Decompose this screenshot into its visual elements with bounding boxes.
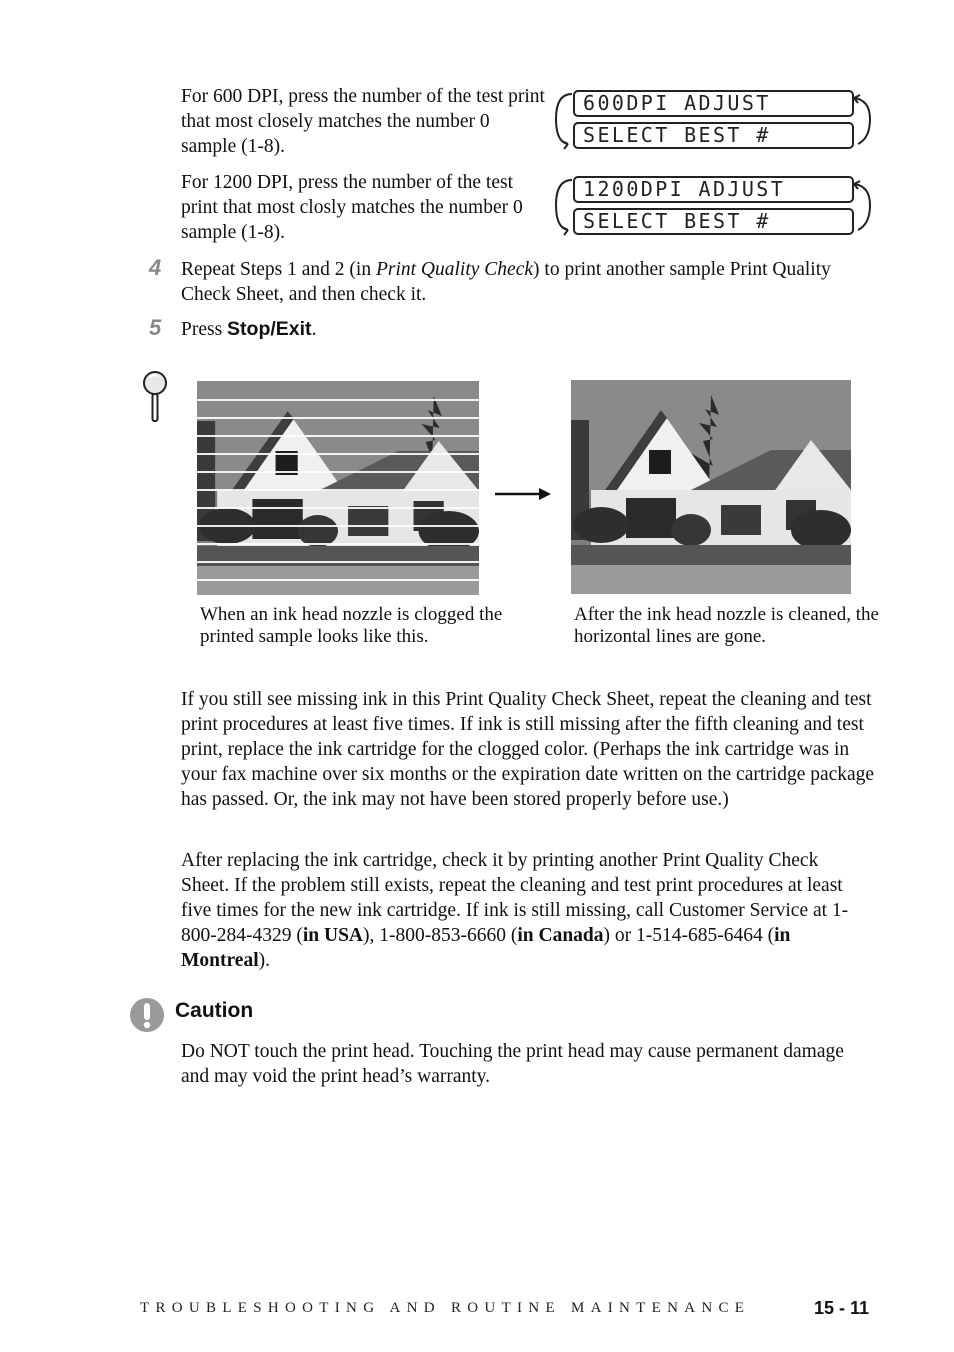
caution-text: Do NOT touch the print head. Touching the print head may cause permanent damage and may void the print head’s warranty. [181,1041,844,1087]
region-canada: in Canada [517,925,604,946]
magnifier-icon [141,369,169,423]
step-4-link-text: Print Quality Check [375,259,534,280]
step-number-5: 5 [149,315,162,340]
clean-sample-photo [571,380,851,594]
step-5-text-end: . [311,319,317,340]
lcd-line-1200-2: SELECT BEST # [573,208,854,235]
stop-exit-key: Stop/Exit [227,318,312,340]
paragraph-text-3: ) or 1-514-685-6464 ( [603,925,775,946]
caption-cleaned: After the ink head nozzle is cleaned, the horizontal lines are gone. [574,604,879,647]
step-4-text-end: ) to print another sample Print Quality Check Sheet, and then check it. [181,259,831,305]
arrow-right-icon [495,486,553,502]
step-5-text-start: Press [181,319,228,340]
clogged-sample-photo [197,381,479,595]
lcd-line-600-2: SELECT BEST # [573,122,854,149]
dpi600-instruction: For 600 DPI, press the number of the test print that most closely matches the number 0 sample (1-8). [181,86,545,157]
step-4-text [181,257,871,307]
region-usa: in USA [302,925,364,946]
paragraph-missing-ink: If you still see missing ink in this Print Quality Check Sheet, repeat the cleaning and test print procedures at least five times. If ink is still missing after the fifth cleaning and test print, replace the ink cartridge for the clogged color. (Perhaps the ink cartridge was in your fax machine over six months or the expiration date written on the cartridge package has passed. Or, the ink may not have been stored properly before use.) [181,689,875,810]
paragraph-text-2: ), 1-800-853-6660 ( [363,925,518,946]
lcd-line-1200-1: 1200DPI ADJUST [573,176,854,203]
dpi1200-instruction: For 1200 DPI, press the number of the test print that most closly matches the number 0 sample (1-8). [181,172,523,243]
paragraph-text-1: After replacing the ink cartridge, check it by printing another Print Quality Check Sheet. If the problem still exists, repeat the cleaning and test print procedures at least five times for the new ink cartridge. If ink is still missing, call Customer Service at 1-800-284-4329 ( [181,850,849,946]
paragraph-after-replacing [181,848,871,973]
footer-section-title: TROUBLESHOOTING AND ROUTINE MAINTENANCE [140,1300,751,1316]
page-number: 15 - 11 [814,1298,870,1318]
step-5-text [181,317,316,342]
region-montreal: in Montreal [181,925,791,971]
caption-clogged: When an ink head nozzle is clogged the printed sample looks like this. [200,604,503,647]
step-4-text-start: Repeat Steps 1 and 2 (in [181,259,376,280]
paragraph-text-4: ). [258,950,270,971]
exclamation-icon [129,997,165,1033]
step-number-4: 4 [149,255,162,280]
caution-title: Caution [175,999,254,1022]
lcd-line-600-1: 600DPI ADJUST [573,90,854,117]
